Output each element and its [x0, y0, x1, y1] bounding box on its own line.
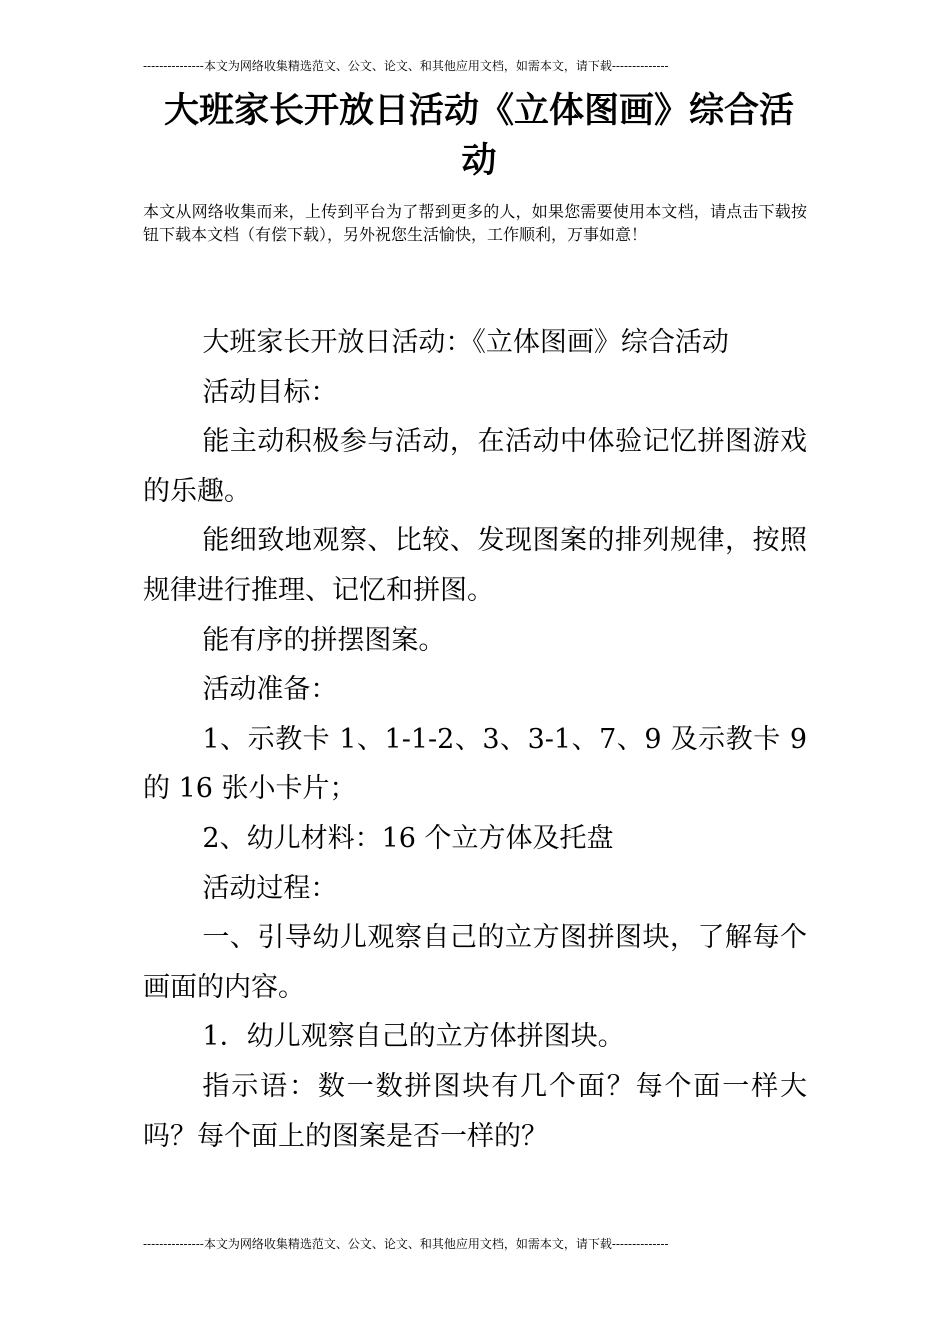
preparation-item: 2、幼儿材料：16 个立方体及托盘 [202, 822, 614, 854]
download-notice: 本文从网络收集而来，上传到平台为了帮到更多的人，如果您需要使用本文档，请点击下载按钮下载本文档（有偿下载），另外祝您生活愉快，工作顺利，万事如意！ [143, 202, 807, 244]
paragraph-heading: 大班家长开放日活动：《立体图画》综合活动 [202, 327, 729, 358]
header-banner: ---------------本文为网络收集精选范文、公文、论文、和其他应用文档，如需本文，请下载-------------- [143, 59, 669, 73]
preparation-item: 1、示教卡 1、1-1-2、3、3-1、7、9 及示教卡 9 的 16 张小卡片； [143, 723, 807, 805]
document-body [143, 318, 807, 1161]
process-step: 一、引导幼儿观察自己的立方图拼图块，了解每个画面的内容。 [143, 922, 807, 1003]
process-substep: 1．幼儿观察自己的立方体拼图块。 [202, 1021, 625, 1053]
document-title: 大班家长开放日活动《立体图画》综合活动 [163, 90, 794, 181]
section-heading-preparation: 活动准备： [202, 674, 338, 706]
goal-item: 能细致地观察、比较、发现图案的排列规律，按照规律进行推理、记忆和拼图。 [143, 525, 807, 606]
goal-item: 能主动积极参与活动，在活动中体验记忆拼图游戏的乐趣。 [143, 426, 807, 507]
instruction-text: 指示语：数一数拼图块有几个面？每个面一样大吗？每个面上的图案是否一样的？ [143, 1070, 807, 1152]
footer-banner: ---------------本文为网络收集精选范文、公文、论文、和其他应用文档，如需本文，请下载-------------- [143, 1237, 669, 1251]
section-heading-goals: 活动目标： [202, 376, 338, 408]
section-heading-process: 活动过程： [202, 872, 338, 904]
goal-item: 能有序的拼摆图案。 [202, 624, 446, 656]
